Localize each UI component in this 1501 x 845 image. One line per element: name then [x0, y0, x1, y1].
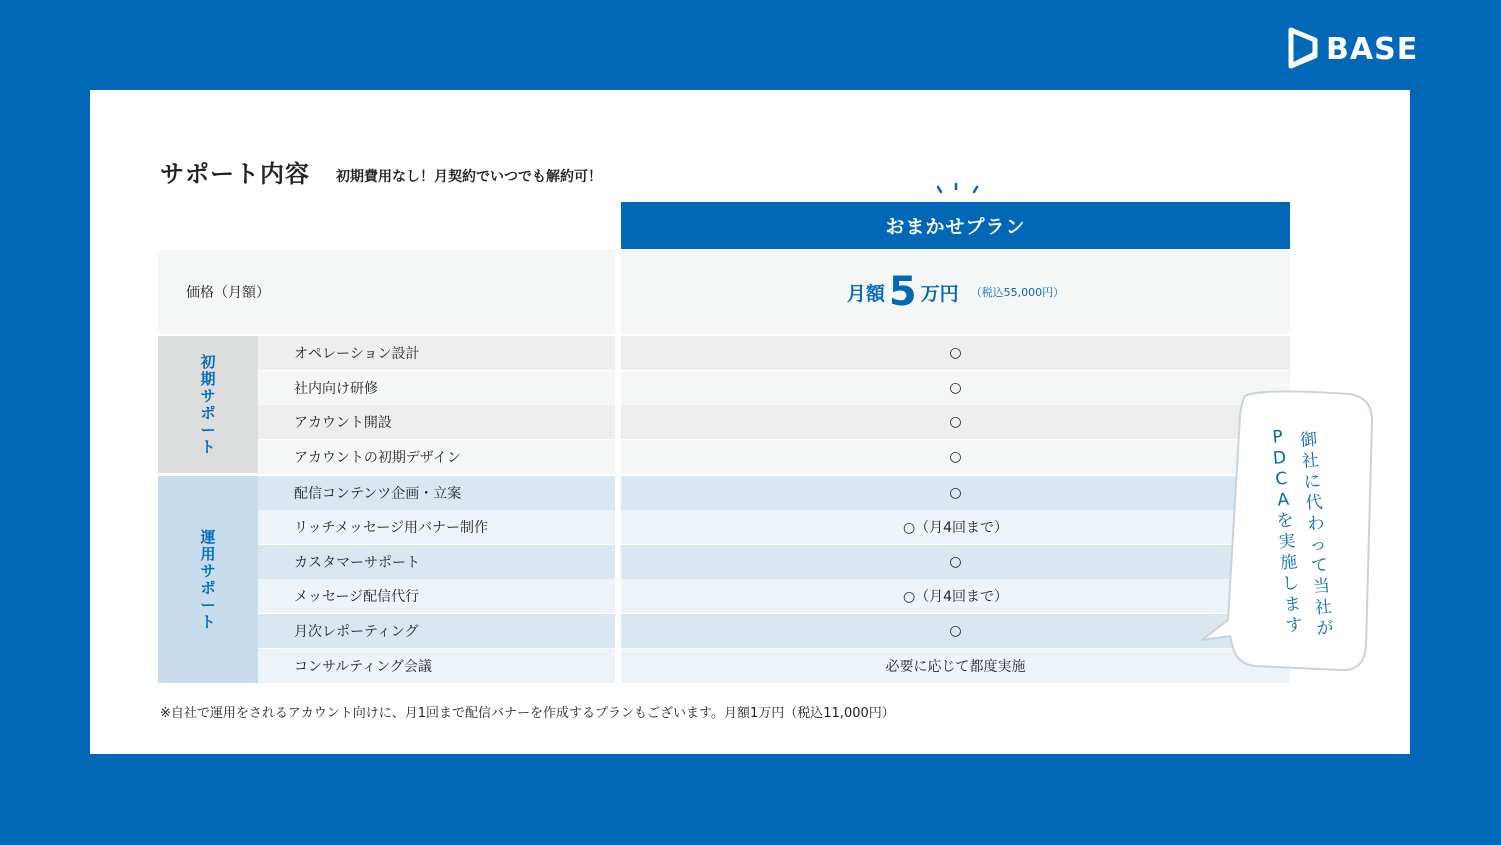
row-value: ○ [621, 545, 1290, 579]
row-label: カスタマーサポート [258, 545, 615, 579]
row-value: ○ [621, 476, 1290, 510]
price-label: 価格（月額） [158, 250, 615, 334]
group-initial-support [158, 336, 258, 473]
group-operation-support [158, 476, 258, 683]
group-label: 初期サポート [200, 352, 216, 456]
row-label: 配信コンテンツ企画・立案 [258, 476, 615, 510]
row-value: ○ [621, 371, 1290, 405]
sparkle-icon [934, 182, 982, 196]
row-value: ○ [621, 440, 1290, 474]
plan-header: おまかせプラン [621, 202, 1290, 249]
row-label: アカウント開設 [258, 405, 615, 439]
bubble-line-1: 御社に代わって当社が [1299, 429, 1335, 640]
base-logo-icon [1288, 26, 1318, 72]
base-logo [1288, 26, 1418, 72]
price-value [621, 250, 1290, 334]
row-label: 月次レポーティング [258, 614, 615, 648]
page-title: サポート内容 [160, 160, 310, 188]
row-value: ○（月4回まで） [621, 510, 1290, 544]
support-card [90, 90, 1410, 754]
row-value: ○ [621, 336, 1290, 370]
price-tax: （税込55,000円） [970, 286, 1065, 299]
price-suffix: 万円 [920, 282, 959, 305]
brand-name: BASE [1326, 31, 1419, 67]
row-label: リッチメッセージ用バナー制作 [258, 510, 615, 544]
footnote: ※自社で運用をされるアカウント向けに、月1回まで配信バナーを作成するプランもございます。月額1万円（税込11,000円） [160, 706, 895, 721]
group-label: 運用サポート [200, 527, 216, 631]
row-label: メッセージ配信代行 [258, 579, 615, 613]
row-value: ○（月4回まで） [621, 579, 1290, 613]
page-subtitle: 初期費用なし！月契約でいつでも解約可！ [336, 169, 602, 185]
row-label: コンサルティング会議 [258, 649, 615, 683]
row-value: 必要に応じて都度実施 [621, 649, 1290, 683]
bubble-line-2: PDCAを実施します [1271, 426, 1304, 637]
row-label: アカウントの初期デザイン [258, 440, 615, 474]
price-prefix: 月額 [846, 282, 885, 305]
price-number: 5 [888, 269, 917, 315]
row-label: オペレーション設計 [258, 336, 615, 370]
row-value: ○ [621, 614, 1290, 648]
row-label: 社内向け研修 [258, 371, 615, 405]
row-value: ○ [621, 405, 1290, 439]
